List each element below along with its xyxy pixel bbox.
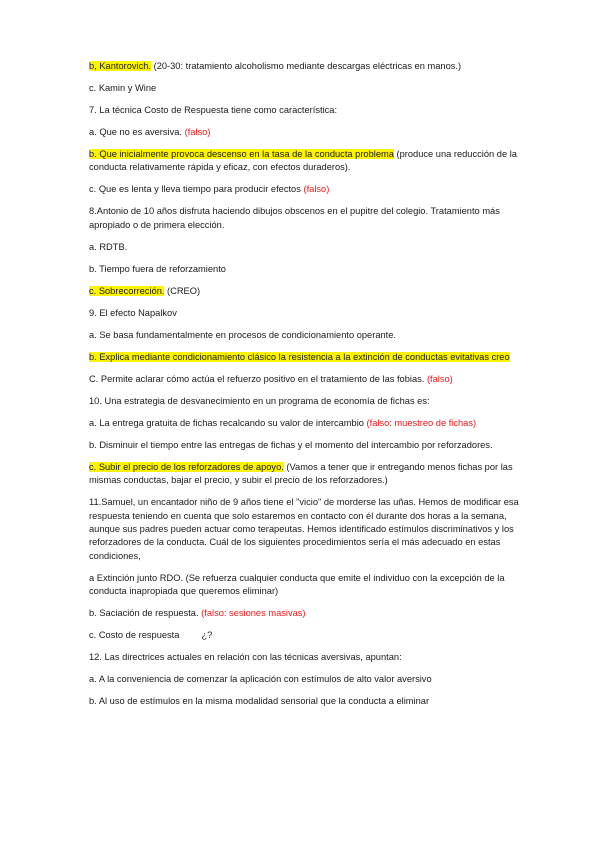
note-red: (falso) [426, 373, 453, 384]
paragraph [89, 183, 529, 196]
paragraph [89, 461, 529, 488]
text-run: a Extinción junto RDO. (Se refuerza cualquier conducta que emite el individuo con la excepción de la conducta inapropiada que queremos eliminar) [89, 572, 505, 597]
text-run: 11.Samuel, un encantador niño de 9 años tiene el "vicio" de morderse las uñas. Hemos de modificar esa respuesta teniendo en cuenta que solo estaremos en contacto con él durante dos horas a la semana, aunque sus padres pueden actuar como terapeutas. Hemos identificado estímulos discriminativos y los reforzadores de la conducta. Cuál de los siguientes procedimientos sería el más adecuado en estas condiciones, [89, 497, 519, 561]
highlighted-answer: b, Kantorovich. [89, 61, 152, 71]
text-run: b. Al uso de estímulos en la misma modalidad sensorial que la conducta a eliminar [89, 696, 430, 707]
paragraph [89, 263, 529, 276]
paragraph [89, 126, 529, 139]
text-run: a. La entrega gratuita de fichas recalcando su valor de intercambio [89, 417, 367, 428]
text-run: a. RDTB. [89, 241, 128, 252]
text-run: a. Se basa fundamentalmente en procesos de condicionamiento operante. [89, 329, 397, 340]
paragraph [89, 629, 529, 642]
text-run: 10. Una estrategia de desvanecimiento en un programa de economía de fichas es: [89, 395, 430, 406]
text-run: c. Costo de respuesta [89, 630, 180, 641]
text-run: (20-30: tratamiento alcoholismo mediante descargas eléctricas en manos.) [151, 61, 462, 71]
paragraph [89, 60, 529, 73]
paragraph [89, 241, 529, 254]
highlighted-answer: b. Que inicialmente provoca descenso en la tasa de la conducta problema [89, 149, 394, 159]
paragraph [89, 307, 529, 320]
text-run: 7. La técnica Costo de Respuesta tiene como característica: [89, 105, 338, 115]
paragraph [89, 607, 529, 620]
paragraph [89, 373, 529, 386]
paragraph [89, 673, 529, 686]
text-run: c. Kamin y Wine [89, 83, 157, 93]
paragraph [89, 104, 529, 117]
paragraph [89, 496, 529, 563]
text-run: (Vamos a tener que ir entregando menos fichas por las mismas conductas, bajar el precio, y subir el precio de los reforzadores.) [89, 461, 513, 486]
note-red: (falso: sesiones masivas) [201, 608, 306, 619]
text-run: a. Que no es aversiva. [89, 127, 185, 137]
note-red: (falso: muestreo de fichas) [366, 417, 477, 428]
paragraph [89, 417, 529, 430]
text-run: b. Disminuir el tiempo entre las entregas de fichas y el momento del intercambio por reforzadores. [89, 439, 493, 450]
text-run: 9. El efecto Napalkov [89, 307, 177, 318]
paragraph [89, 439, 529, 452]
text-run: a. A la conveniencia de comenzar la aplicación con estímulos de alto valor aversivo [89, 674, 432, 685]
paragraph [89, 351, 529, 364]
paragraph [89, 205, 529, 232]
document-body [89, 60, 529, 717]
text-run: ¿? [201, 630, 213, 641]
paragraph [89, 695, 529, 708]
text-run: b. Saciación de respuesta. [89, 608, 202, 619]
paragraph [89, 329, 529, 342]
paragraph [89, 82, 529, 95]
paragraph [89, 651, 529, 664]
text-run: 12. Las directrices actuales en relación con las técnicas aversivas, apuntan: [89, 652, 402, 663]
highlighted-answer: c. Subir el precio de los reforzadores de apoyo. [89, 461, 284, 472]
note-red: (falso) [184, 127, 211, 137]
text-run: (CREO) [164, 285, 201, 296]
text-run: C. Permite aclarar cómo actúa el refuerzo positivo en el tratamiento de las fobias. [89, 373, 427, 384]
paragraph [89, 285, 529, 298]
text-run: (produce una reducción de la conducta relativamente rápida y eficaz, con efectos duraderos). [89, 149, 517, 173]
text-run: c. Que es lenta y lleva tiempo para producir efectos [89, 184, 304, 195]
highlighted-answer: c. Sobrecorreción. [89, 285, 165, 296]
highlighted-answer: b. Explica mediante condicionamiento clásico la resistencia a la extinción de conductas evitativas creo [89, 351, 510, 362]
note-red: (falso) [303, 184, 330, 195]
text-run: b. Tiempo fuera de reforzamiento [89, 263, 226, 274]
paragraph [89, 572, 529, 599]
paragraph [89, 148, 529, 175]
text-run: 8.Antonio de 10 años disfruta haciendo dibujos obscenos en el pupitre del colegio. Tratamiento más apropiado o de primera elección. [89, 206, 500, 230]
paragraph [89, 395, 529, 408]
